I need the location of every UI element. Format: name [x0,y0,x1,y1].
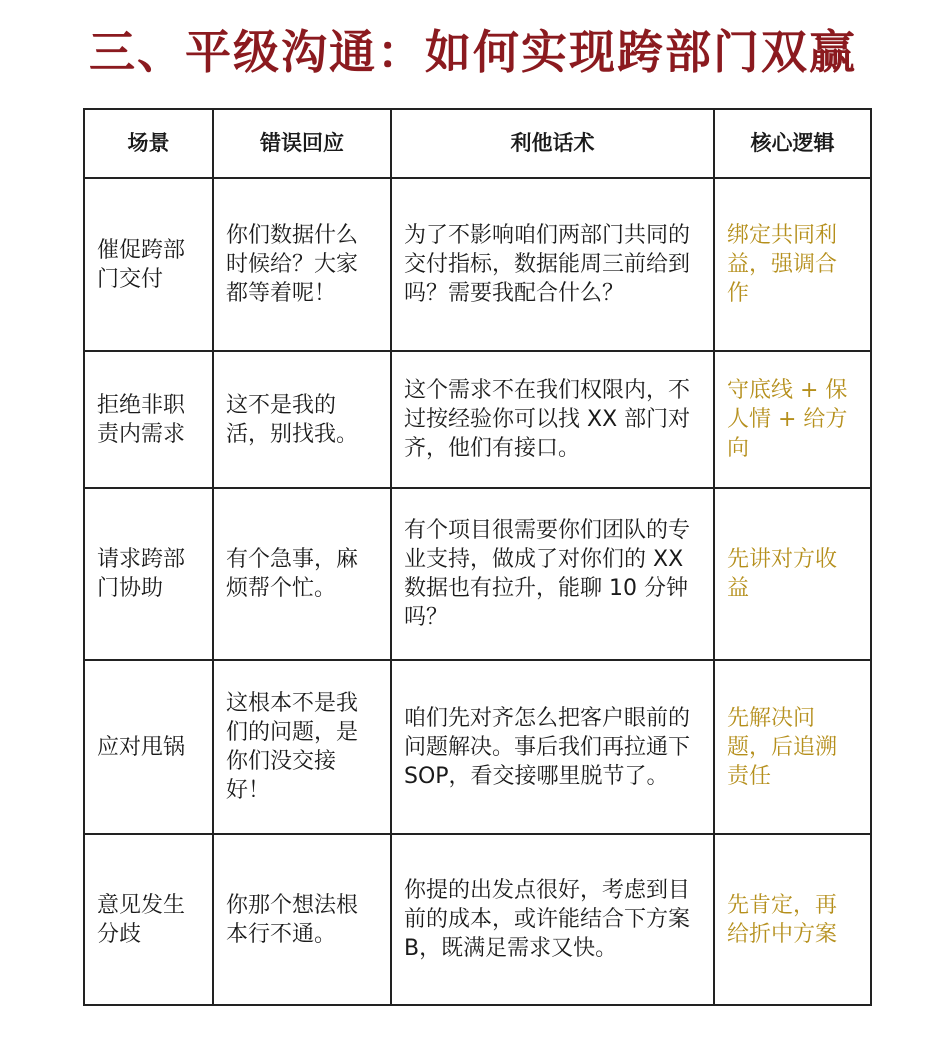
header-scene: 场景 [84,109,213,178]
header-core-logic: 核心逻辑 [714,109,871,178]
scene-cell: 请求跨部门协助 [84,488,213,660]
scene-cell: 意见发生分歧 [84,834,213,1005]
page-title: 三、平级沟通：如何实现跨部门双赢 [89,25,857,79]
table-row [84,488,871,660]
wrong-response-cell: 这根本不是我们的问题，是你们没交接好！ [213,660,391,834]
logic-cell: 先肯定，再给折中方案 [714,834,871,1005]
logic-cell: 先解决问题，后追溯责任 [714,660,871,834]
table-row [84,660,871,834]
script-cell: 为了不影响咱们两部门共同的交付指标，数据能周三前给到吗？需要我配合什么？ [391,178,714,351]
wrong-response-cell: 这不是我的活，别找我。 [213,351,391,488]
table-header-row [84,109,871,178]
logic-cell: 守底线 + 保人情 + 给方向 [714,351,871,488]
scene-cell: 拒绝非职责内需求 [84,351,213,488]
logic-cell: 绑定共同利益，强调合作 [714,178,871,351]
script-cell: 咱们先对齐怎么把客户眼前的问题解决。事后我们再拉通下 SOP，看交接哪里脱节了。 [391,660,714,834]
header-altruistic-script: 利他话术 [391,109,714,178]
logic-cell: 先讲对方收益 [714,488,871,660]
wrong-response-cell: 你那个想法根本行不通。 [213,834,391,1005]
table-row [84,834,871,1005]
script-cell: 你提的出发点很好，考虑到目前的成本，或许能结合下方案 B，既满足需求又快。 [391,834,714,1005]
wrong-response-cell: 有个急事，麻烦帮个忙。 [213,488,391,660]
header-wrong-response: 错误回应 [213,109,391,178]
scene-cell: 应对甩锅 [84,660,213,834]
table-row [84,351,871,488]
wrong-response-cell: 你们数据什么时候给？大家都等着呢！ [213,178,391,351]
script-cell: 这个需求不在我们权限内，不过按经验你可以找 XX 部门对齐，他们有接口。 [391,351,714,488]
comparison-table [83,108,872,1006]
table-row [84,178,871,351]
script-cell: 有个项目很需要你们团队的专业支持，做成了对你们的 XX 数据也有拉升，能聊 10 分钟吗？ [391,488,714,660]
scene-cell: 催促跨部门交付 [84,178,213,351]
